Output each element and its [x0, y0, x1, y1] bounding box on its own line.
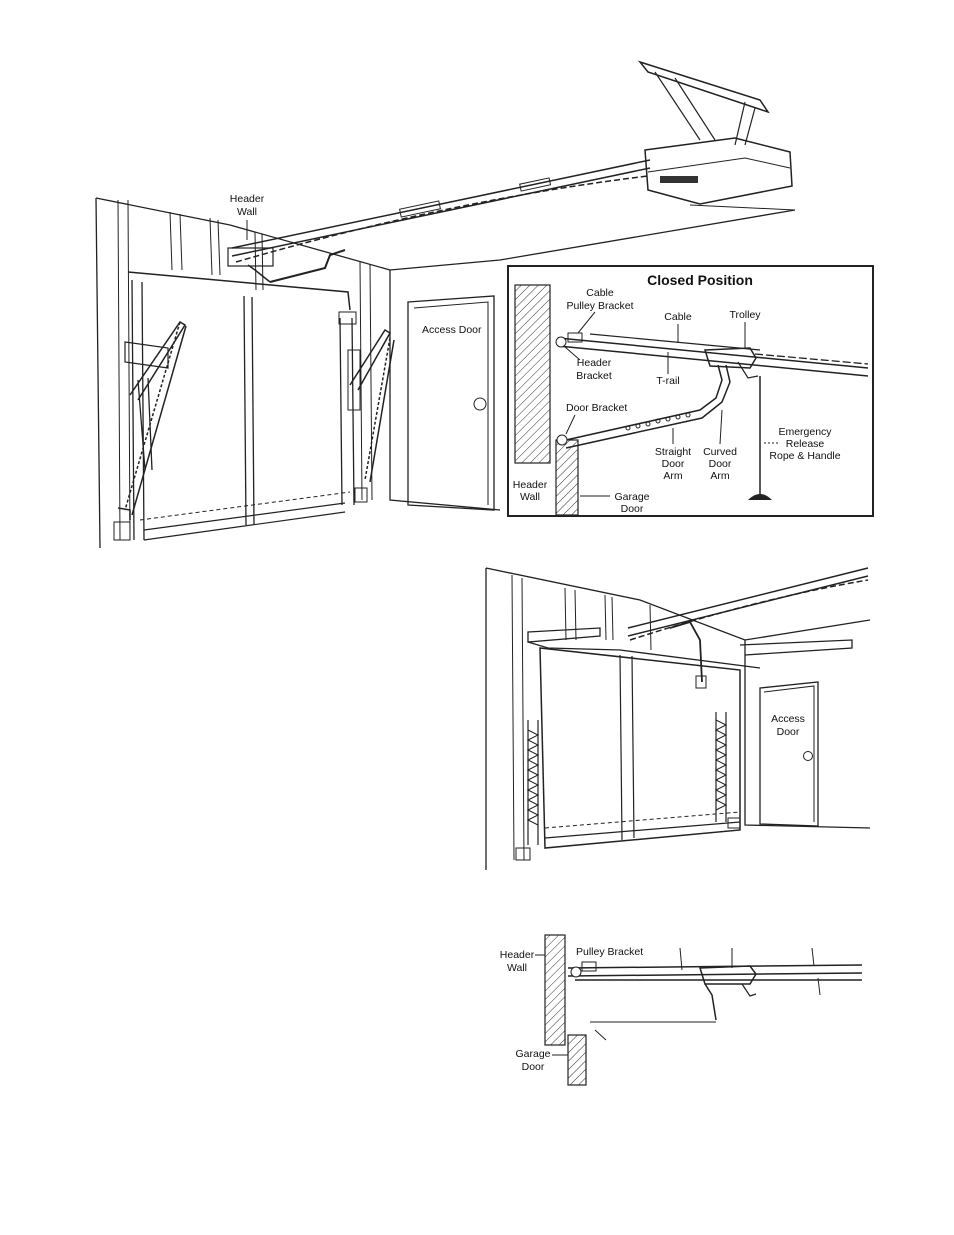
- label-cable-pulley-bracket-2: Pulley Bracket: [566, 300, 634, 312]
- access-door: [408, 296, 494, 510]
- label-cable: Cable: [664, 311, 692, 323]
- label-inset-header-wall-1: Header: [512, 479, 548, 491]
- label-header-bracket-1: Header: [576, 357, 612, 369]
- access-door-2-label-2: Door: [776, 726, 800, 738]
- label-t-rail: T-rail: [656, 375, 680, 387]
- label-curved-arm-3: Arm: [710, 470, 730, 482]
- fig3-header-wall: [545, 935, 565, 1045]
- t-rail: [229, 160, 650, 262]
- label-header-bracket-2: Bracket: [576, 370, 612, 382]
- door-knob-2: [804, 752, 813, 761]
- label-door-bracket: Door Bracket: [566, 402, 628, 414]
- opener-logo: [660, 176, 698, 183]
- label-curved-arm-1: Curved: [703, 446, 737, 458]
- door-knob: [474, 398, 486, 410]
- label-curved-arm-2: Door: [708, 458, 732, 470]
- fig3-garage-door-label-1: Garage: [515, 1048, 551, 1060]
- opener-motor-unit: [640, 62, 795, 210]
- figure-3-side-section: [500, 935, 862, 1085]
- door-bracket-pivot: [557, 435, 567, 445]
- inset-header-wall: [515, 285, 550, 463]
- inset-garage-door: [556, 440, 578, 515]
- label-trolley: Trolley: [729, 309, 761, 321]
- fig3-garage-door-label-2: Door: [521, 1061, 545, 1073]
- label-straight-arm-3: Arm: [663, 470, 683, 482]
- label-emergency-3: Rope & Handle: [769, 450, 841, 462]
- access-door-2: [760, 682, 818, 826]
- label-emergency-2: Release: [785, 438, 825, 450]
- label-straight-arm-2: Door: [661, 458, 685, 470]
- label-cable-pulley-bracket-1: Cable: [586, 287, 614, 299]
- access-door-2-label-1: Access: [771, 713, 805, 725]
- figure-2-garage-springs: [486, 568, 870, 870]
- garage-door-closed: [128, 272, 356, 540]
- header-bracket-pivot: [556, 337, 566, 347]
- label-inset-garage-door-1: Garage: [614, 491, 650, 503]
- label-straight-arm-1: Straight: [654, 446, 692, 458]
- left-spring-assembly: [114, 322, 186, 540]
- access-door-label: Access Door: [422, 324, 482, 336]
- inset-title: Closed Position: [647, 272, 753, 288]
- label-inset-header-wall-2: Wall: [519, 491, 541, 503]
- inset-closed-position: [508, 266, 873, 516]
- right-extension-spring: [716, 712, 740, 828]
- header-wall-label-line2: Wall: [236, 206, 258, 218]
- fig3-header-wall-label-2: Wall: [506, 962, 528, 974]
- left-extension-spring: [516, 720, 538, 860]
- label-emergency-1: Emergency: [778, 426, 832, 438]
- fig3-garage-door: [568, 1035, 586, 1085]
- fig3-pulley-bracket-label: Pulley Bracket: [576, 946, 644, 958]
- fig3-header-wall-label-1: Header: [499, 949, 535, 961]
- header-wall-label-line1: Header: [229, 193, 265, 205]
- label-inset-garage-door-2: Door: [620, 503, 644, 515]
